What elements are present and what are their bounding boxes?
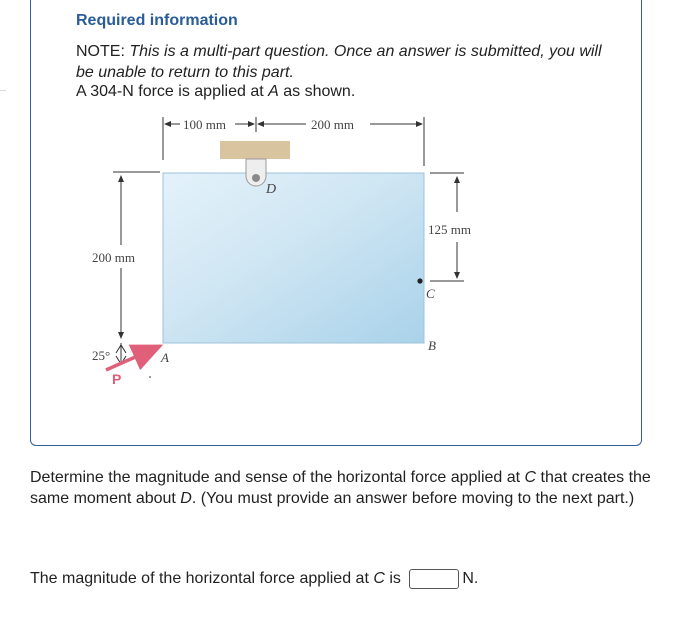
- left-divider: [0, 90, 6, 91]
- support-bracket: [220, 141, 290, 159]
- dim-top-left-label: 100 mm: [183, 117, 226, 132]
- plate: [163, 173, 424, 343]
- force-statement-after: as shown.: [278, 83, 356, 100]
- note-text: [76, 41, 616, 83]
- answer-mid: is: [384, 570, 406, 587]
- force-statement: [76, 83, 355, 101]
- question-point-D: D: [180, 490, 192, 507]
- question-point-C: C: [524, 469, 537, 486]
- label-P: P: [112, 371, 122, 387]
- question-part2: that creates the same moment about: [30, 469, 651, 507]
- point-C: [417, 278, 422, 283]
- stray-dot: [149, 376, 151, 378]
- dim-top-right-label: 200 mm: [311, 117, 354, 132]
- label-B: B: [428, 338, 436, 353]
- magnitude-input[interactable]: [409, 569, 459, 589]
- pin-D: [252, 174, 260, 182]
- force-statement-point: A: [268, 83, 279, 100]
- answer-unit: N.: [462, 570, 479, 587]
- question-part3: . (You must provide an answer before moving to the next part.): [191, 490, 635, 507]
- question-text: [30, 467, 670, 509]
- answer-point: C: [373, 570, 385, 587]
- label-D: D: [266, 182, 277, 197]
- label-C: C: [426, 286, 435, 301]
- answer-prefix: The magnitude of the horizontal force applied at: [30, 570, 374, 587]
- note-body: This is a multi-part question. Once an answer is submitted, you will be unable to return to this part.: [76, 43, 602, 81]
- required-info-title: Required information: [76, 12, 238, 29]
- angle-label: 25°: [92, 348, 111, 363]
- question-part1: Determine the magnitude and sense of the horizontal force applied at: [30, 469, 525, 486]
- note-prefix: NOTE:: [76, 43, 130, 60]
- dim-left-label: 200 mm: [92, 250, 135, 265]
- dim-right-label: 125 mm: [428, 222, 471, 237]
- plate-figure: [80, 108, 510, 398]
- answer-row: [30, 569, 478, 589]
- force-P-arrow: [106, 346, 160, 370]
- label-A: A: [161, 350, 169, 365]
- force-statement-before: A 304-N force is applied at: [76, 83, 269, 100]
